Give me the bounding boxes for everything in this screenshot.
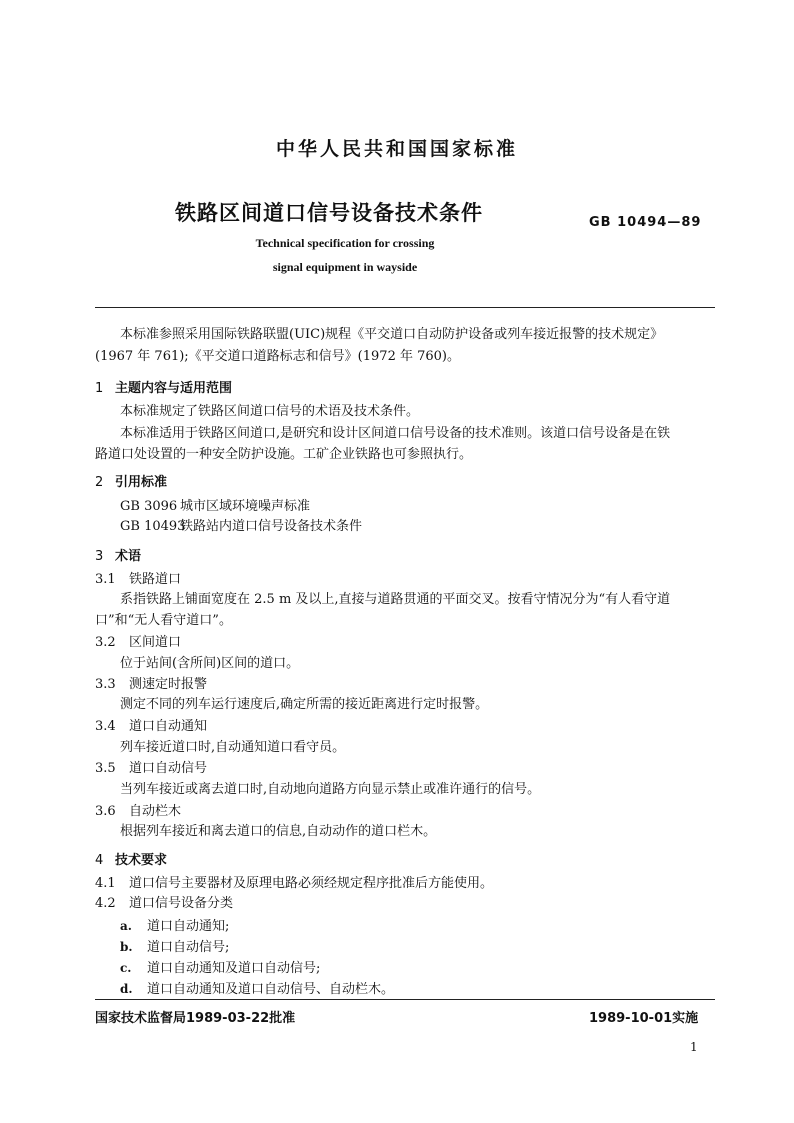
term-heading — [95, 634, 181, 652]
term-number: 3.3 — [95, 677, 116, 692]
term-name: 铁路道口 — [129, 572, 182, 587]
section-title: 术语 — [115, 549, 142, 564]
section1-para2-line2: 路道口处设置的一种安全防护设施。工矿企业铁路也可参照执行。 — [95, 447, 473, 462]
list-item-text: 道口自动通知; — [147, 919, 230, 934]
english-title-line2: signal equipment in wayside — [272, 260, 418, 274]
section3-heading — [95, 545, 141, 564]
footer-divider — [95, 999, 715, 1000]
list-item-text: 道口自动通知及道口自动信号、自动栏木。 — [147, 982, 395, 997]
list-item-text: 道口自动通知及道口自动信号; — [147, 961, 321, 976]
section1-heading — [95, 377, 232, 396]
term-definition: 测定不同的列车运行速度后,确定所需的接近距离进行定时报警。 — [120, 697, 489, 712]
section-number: 2 — [95, 475, 104, 490]
term-number: 3.1 — [95, 572, 116, 587]
term-number: 3.2 — [95, 635, 116, 650]
document-title: 铁路区间道口信号设备技术条件 — [175, 201, 483, 225]
term-heading — [95, 676, 207, 694]
term-heading — [95, 760, 207, 778]
approval-statement: 国家技术监督局1989-03-22批准 — [95, 1011, 296, 1026]
term-number: 3.6 — [95, 804, 116, 819]
term-name: 自动栏木 — [129, 804, 182, 819]
term-definition: 位于站间(含所间)区间的道口。 — [120, 656, 300, 671]
section4-heading — [95, 849, 167, 868]
english-title-line1: Technical specification for crossing — [255, 236, 435, 250]
national-standard-heading: 中华人民共和国国家标准 — [275, 138, 518, 160]
term-definition: 系指铁路上铺面宽度在 2.5 m 及以上,直接与道路贯通的平面交叉。按看守情况分为“有人看守道 — [120, 592, 671, 607]
section2-heading — [95, 471, 167, 490]
section-number: 1 — [95, 381, 104, 396]
clause-number: 4.1 — [95, 876, 116, 891]
section-title: 技术要求 — [115, 853, 168, 868]
list-item-letter: c. — [120, 961, 132, 975]
term-definition: 列车接近道口时,自动通知道口看守员。 — [120, 740, 346, 755]
intro-line2: (1967 年 761);《平交道口道路标志和信号》(1972 年 760)。 — [95, 349, 460, 364]
section1-para2-line1: 本标准适用于铁路区间道口,是研究和设计区间道口信号设备的技术准则。该道口信号设备是在铁 — [120, 426, 671, 441]
list-item — [120, 917, 229, 936]
implementation-date: 1989-10-01实施 — [589, 1011, 699, 1026]
term-definition: 当列车接近或离去道口时,自动地向道路方向显示禁止或准许通行的信号。 — [120, 782, 541, 797]
term-name: 道口自动通知 — [129, 719, 208, 734]
reference-title: 铁路站内道口信号设备技术条件 — [180, 519, 363, 534]
term-definition-cont: 口”和“无人看守道口”。 — [95, 613, 232, 628]
clause-4-2 — [95, 895, 233, 913]
reference-item — [120, 518, 362, 536]
list-item — [120, 959, 320, 978]
header-divider — [95, 307, 715, 308]
list-item-letter: b. — [120, 940, 133, 954]
intro-line1: 本标准参照采用国际铁路联盟(UIC)规程《平交道口自动防护设备或列车接近报警的技术规定》 — [120, 327, 664, 342]
section-title: 主题内容与适用范围 — [115, 381, 233, 396]
standard-code: GB 10494—89 — [589, 215, 702, 230]
term-heading — [95, 571, 181, 589]
term-name: 测速定时报警 — [129, 677, 208, 692]
clause-text: 道口信号主要器材及原理电路必须经规定程序批准后方能使用。 — [129, 876, 494, 891]
clause-text: 道口信号设备分类 — [129, 896, 234, 911]
list-item-letter: d. — [120, 982, 133, 996]
section-number: 3 — [95, 549, 104, 564]
section1-para1: 本标准规定了铁路区间道口信号的术语及技术条件。 — [120, 404, 420, 419]
section-title: 引用标准 — [115, 475, 168, 490]
clause-number: 4.2 — [95, 896, 116, 911]
clause-4-1 — [95, 875, 493, 893]
reference-code: GB 3096 — [120, 499, 178, 514]
list-item — [120, 980, 394, 999]
term-heading — [95, 718, 207, 736]
list-item-text: 道口自动信号; — [147, 940, 230, 955]
term-definition: 根据列车接近和离去道口的信息,自动动作的道口栏木。 — [120, 824, 437, 839]
term-heading — [95, 803, 181, 821]
list-item-letter: a. — [120, 919, 132, 933]
reference-item — [120, 498, 310, 516]
term-number: 3.5 — [95, 761, 116, 776]
term-number: 3.4 — [95, 719, 116, 734]
term-name: 道口自动信号 — [129, 761, 208, 776]
list-item — [120, 938, 229, 957]
section-number: 4 — [95, 853, 104, 868]
page-number: 1 — [690, 1040, 698, 1054]
reference-code: GB 10493 — [120, 519, 186, 534]
term-name: 区间道口 — [129, 635, 182, 650]
reference-title: 城市区域环境噪声标准 — [180, 499, 311, 514]
